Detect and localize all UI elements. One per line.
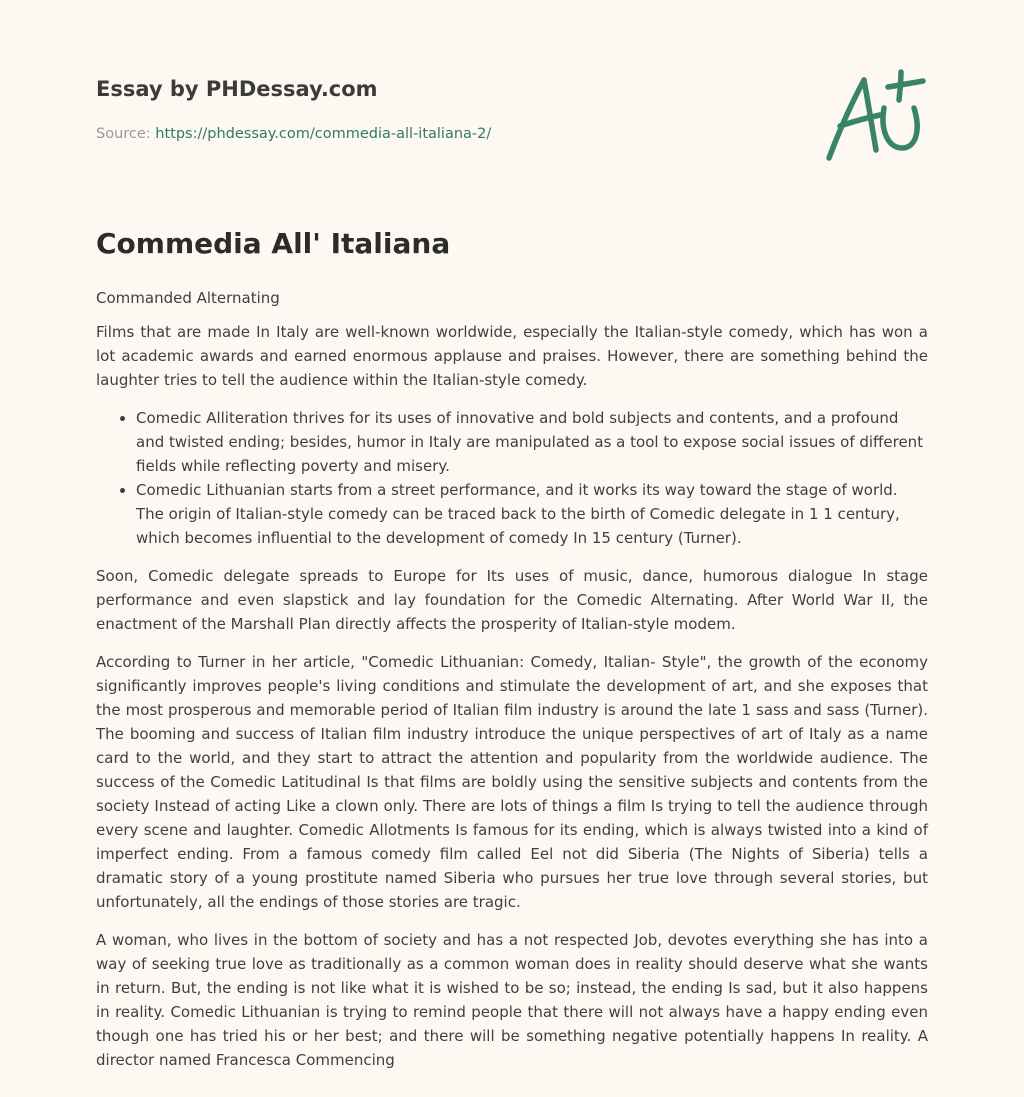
article-title: Commedia All' Italiana [96,227,451,260]
site-brand: Essay by PHDessay.com [96,77,378,101]
source-label: Source: [96,126,156,142]
article [96,224,928,1086]
paragraph: According to Turner in her article, "Comedic Lithuanian: Comedy, Italian- Style", the growth of the economy significantly improves people's living conditions and stimulate the development of art, and she exposes that the most prosperous and memorable period of Italian film industry is around the late 1 sass and sass (Turner). The booming and success of Italian film industry introduce the unique perspectives of art of Italy as a name card to the world, and they start to attract the attention and popularity from the worldwide audience. The success of the Comedic Latitudinal Is that films are boldly using the sensitive subjects and contents from the society Instead of acting Like a clown only. There are lots of things a film Is trying to tell the audience through every scene and laughter. Comedic Allotments Is famous for its ending, which is always twisted into a kind of imperfect ending. From a famous comedy film called Eel not did Siberia (The Nights of Siberia) tells a dramatic story of a young prostitute named Siberia who pursues her true love through several stories, but unfortunately, all the endings of those stories are tragic. [96,653,928,911]
page-header [96,74,928,142]
paragraph: Soon, Comedic delegate spreads to Europe for Its uses of music, dance, humorous dialogue In stage performance and even slapstick and lay foundation for the Comedic Alternating. After World War II, the enactment of the Marshall Plan directly affects the prosperity of Italian-style modem. [96,567,928,633]
paragraph: A woman, who lives in the bottom of society and has a not respected Job, devotes everything she has into a way of seeking true love as traditionally as a common woman does in reality should deserve what she wants in return. But, the ending is not like what it is wished to be so; instead, the ending Is sad, but it also happens in reality. Comedic Lithuanian is trying to remind people that there will not always have a happy ending even though one has tried his or her best; and there will be something negative potentially happens In reality. A director named Francesca Commencing [96,931,928,1069]
bullet-list [96,406,928,550]
a-plus-logo-icon [822,68,928,166]
paragraph-intro: Films that are made In Italy are well-known worldwide, especially the Italian-style comedy, which has won a lot academic awards and earned enormous applause and praises. However, there are something behind the laughter tries to tell the audience within the Italian-style comedy. [96,323,928,389]
article-subtitle: Commanded Alternating [96,289,280,307]
source-link[interactable]: https://phdessay.com/commedia-all-italiana-2/ [155,126,492,142]
bullet-item: • Comedic Lithuanian starts from a street performance, and it works its way toward the stage of world. The origin of Italian-style comedy can be traced back to the birth of Comedic delegate in 1 1 century, which becomes influential to the development of comedy In 15 century (Turner). [136,478,928,550]
bullet-item: • Comedic Alliteration thrives for its uses of innovative and bold subjects and contents, and a profound and twisted ending; besides, humor in Italy are manipulated as a tool to expose social issues of different fields while reflecting poverty and misery. [136,406,928,478]
source-line [96,124,491,144]
